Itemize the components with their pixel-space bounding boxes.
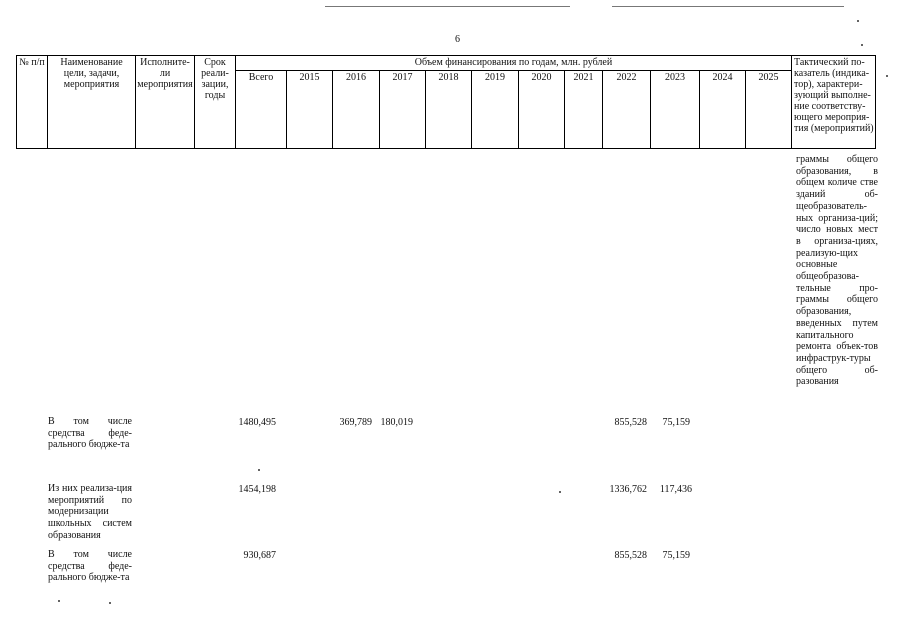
col-year-header: 2020 [519, 71, 565, 149]
col-year-header: 2021 [565, 71, 603, 149]
top-rule-right [612, 6, 844, 7]
speck [857, 20, 859, 22]
col-year-header: 2017 [380, 71, 426, 149]
row-total: 1454,198 [238, 484, 276, 495]
col-indicator-header: Тактический по-казатель (индика-тор), характери-зующий выполне-ние соответству-ющего мероприя-тия (мероприятий) [792, 56, 876, 149]
col-total-header: Всего [236, 71, 287, 149]
speck [58, 600, 60, 602]
col-year-header: 2015 [287, 71, 333, 149]
row-value-2023: 117,436 [659, 484, 692, 495]
row-label: В том числе средства феде-рального бюдже-та [48, 549, 132, 584]
row-value-2017: 180,019 [380, 417, 413, 428]
speck [886, 75, 888, 77]
row-value-2022: 1336,762 [609, 484, 647, 495]
col-num-header: № п/п [17, 56, 48, 149]
speck [861, 44, 863, 46]
col-year-header: 2024 [700, 71, 746, 149]
row-label: В том числе средства феде-рального бюдже-та [48, 416, 132, 451]
row-total: 1480,495 [238, 417, 276, 428]
page-number: 6 [455, 34, 460, 45]
row-value-2022: 855,528 [614, 417, 647, 428]
col-year-header: 2019 [472, 71, 519, 149]
speck [109, 602, 111, 604]
speck [258, 469, 260, 471]
row-value-2023: 75,159 [662, 550, 690, 561]
table-header [16, 55, 876, 149]
row-label: Из них реализа-ция мероприятий по модернизации школьных систем образования [48, 483, 132, 541]
col-term-header: Срок реали-зации, годы [195, 56, 236, 149]
row-value-2016: 369,789 [339, 417, 372, 428]
row-value-2023: 75,159 [662, 417, 690, 428]
row-value-2022: 855,528 [614, 550, 647, 561]
col-year-header: 2018 [426, 71, 472, 149]
col-year-header: 2022 [603, 71, 651, 149]
speck [559, 491, 561, 493]
col-financing-header: Объем финансирования по годам, млн. рублей [236, 56, 792, 71]
col-name-header: Наименование цели, задачи, мероприятия [48, 56, 136, 149]
col-year-header: 2016 [333, 71, 380, 149]
indicator-continuation: граммы общего образования, в общем количе стве зданий об-щеобразователь-ных организа-ций; число новых мест в организа-циях, реализую-щих основные общеобразова-тельные про-граммы общего образования, введенных путем капитального ремонта объек-тов инфраструк-туры общего об-разования [796, 154, 878, 388]
col-year-header: 2025 [746, 71, 792, 149]
top-rule-left [325, 6, 570, 7]
row-total: 930,687 [243, 550, 276, 561]
col-year-header: 2023 [651, 71, 700, 149]
col-executor-header: Исполните-ли мероприятия [136, 56, 195, 149]
